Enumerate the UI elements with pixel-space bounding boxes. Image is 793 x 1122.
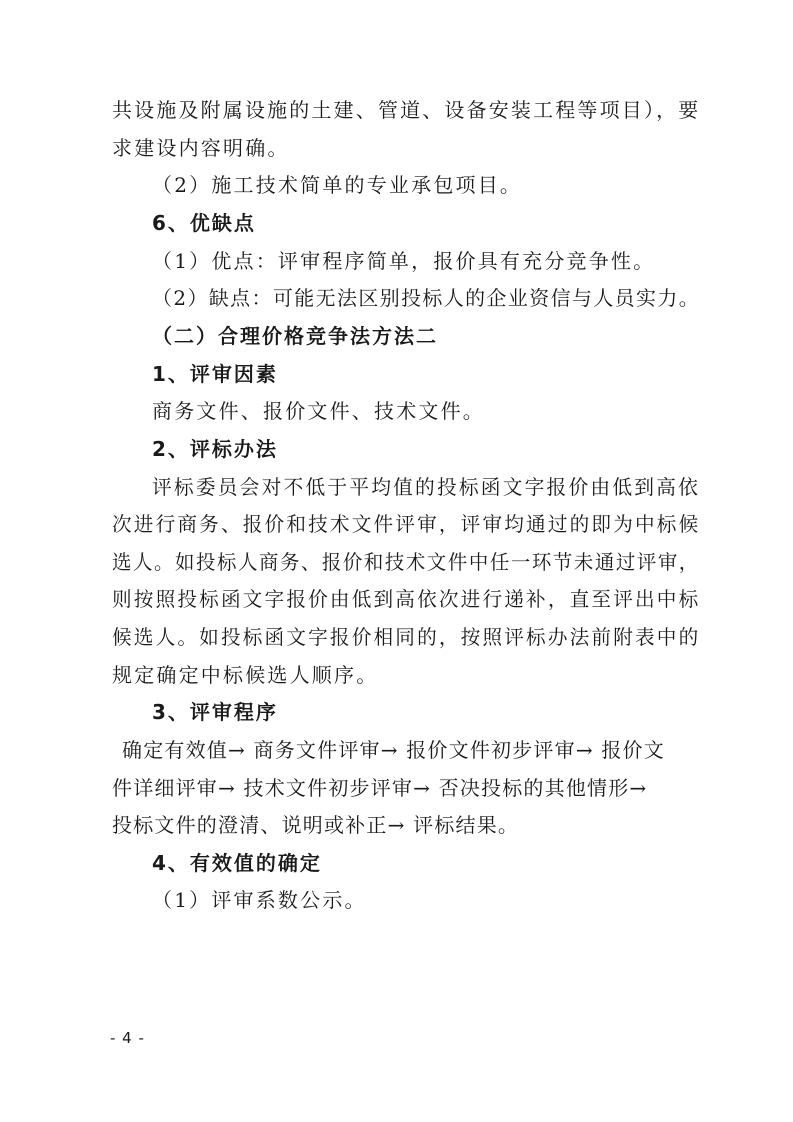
- list-item: （1）优点：评审程序简单，报价具有充分竞争性。: [152, 249, 656, 273]
- list-item: （1）评审系数公示。: [152, 888, 367, 912]
- process-flow-line: 件详细评审→ 技术文件初步评审→ 否决投标的其他情形→: [112, 776, 648, 800]
- section-heading: 1、评审因素: [152, 362, 278, 386]
- section-heading: 2、评标办法: [152, 437, 278, 461]
- paragraph-line: 则按照投标函文字报价由低到高依次进行递补，直至评出中标: [112, 587, 701, 611]
- list-item: （2）施工技术简单的专业承包项目。: [152, 173, 523, 197]
- paragraph-line: 求建设内容明确。: [112, 136, 290, 160]
- section-heading: 4、有效值的确定: [152, 851, 322, 875]
- page-number: - 4 -: [110, 1029, 145, 1047]
- section-heading: 6、优缺点: [152, 211, 256, 235]
- list-item: （2）缺点：可能无法区别投标人的企业资信与人员实力。: [152, 286, 701, 310]
- paragraph-line: 候选人。如投标函文字报价相同的，按照评标办法前附表中的: [112, 625, 701, 649]
- paragraph-line: 选人。如投标人商务、报价和技术文件中任一环节未通过评审，: [112, 550, 700, 574]
- process-flow-line: 确定有效值→ 商务文件评审→ 报价文件初步评审→ 报价文: [122, 738, 665, 762]
- paragraph-line: 商务文件、报价文件、技术文件。: [152, 399, 485, 423]
- paragraph-line: 规定确定中标候选人顺序。: [112, 663, 379, 687]
- paragraph-line: 评标委员会对不低于平均值的投标函文字报价由低到高依: [152, 475, 700, 499]
- process-flow-line: 投标文件的澄清、说明或补正→ 评标结果。: [112, 813, 520, 837]
- paragraph-line: 次进行商务、报价和技术文件评审，评审均通过的即为中标候: [112, 512, 701, 536]
- section-heading: （二）合理价格竞争法方法二: [152, 324, 438, 348]
- paragraph-line: 共设施及附属设施的土建、管道、设备安装工程等项目），要: [112, 98, 701, 122]
- section-heading: 3、评审程序: [152, 700, 278, 724]
